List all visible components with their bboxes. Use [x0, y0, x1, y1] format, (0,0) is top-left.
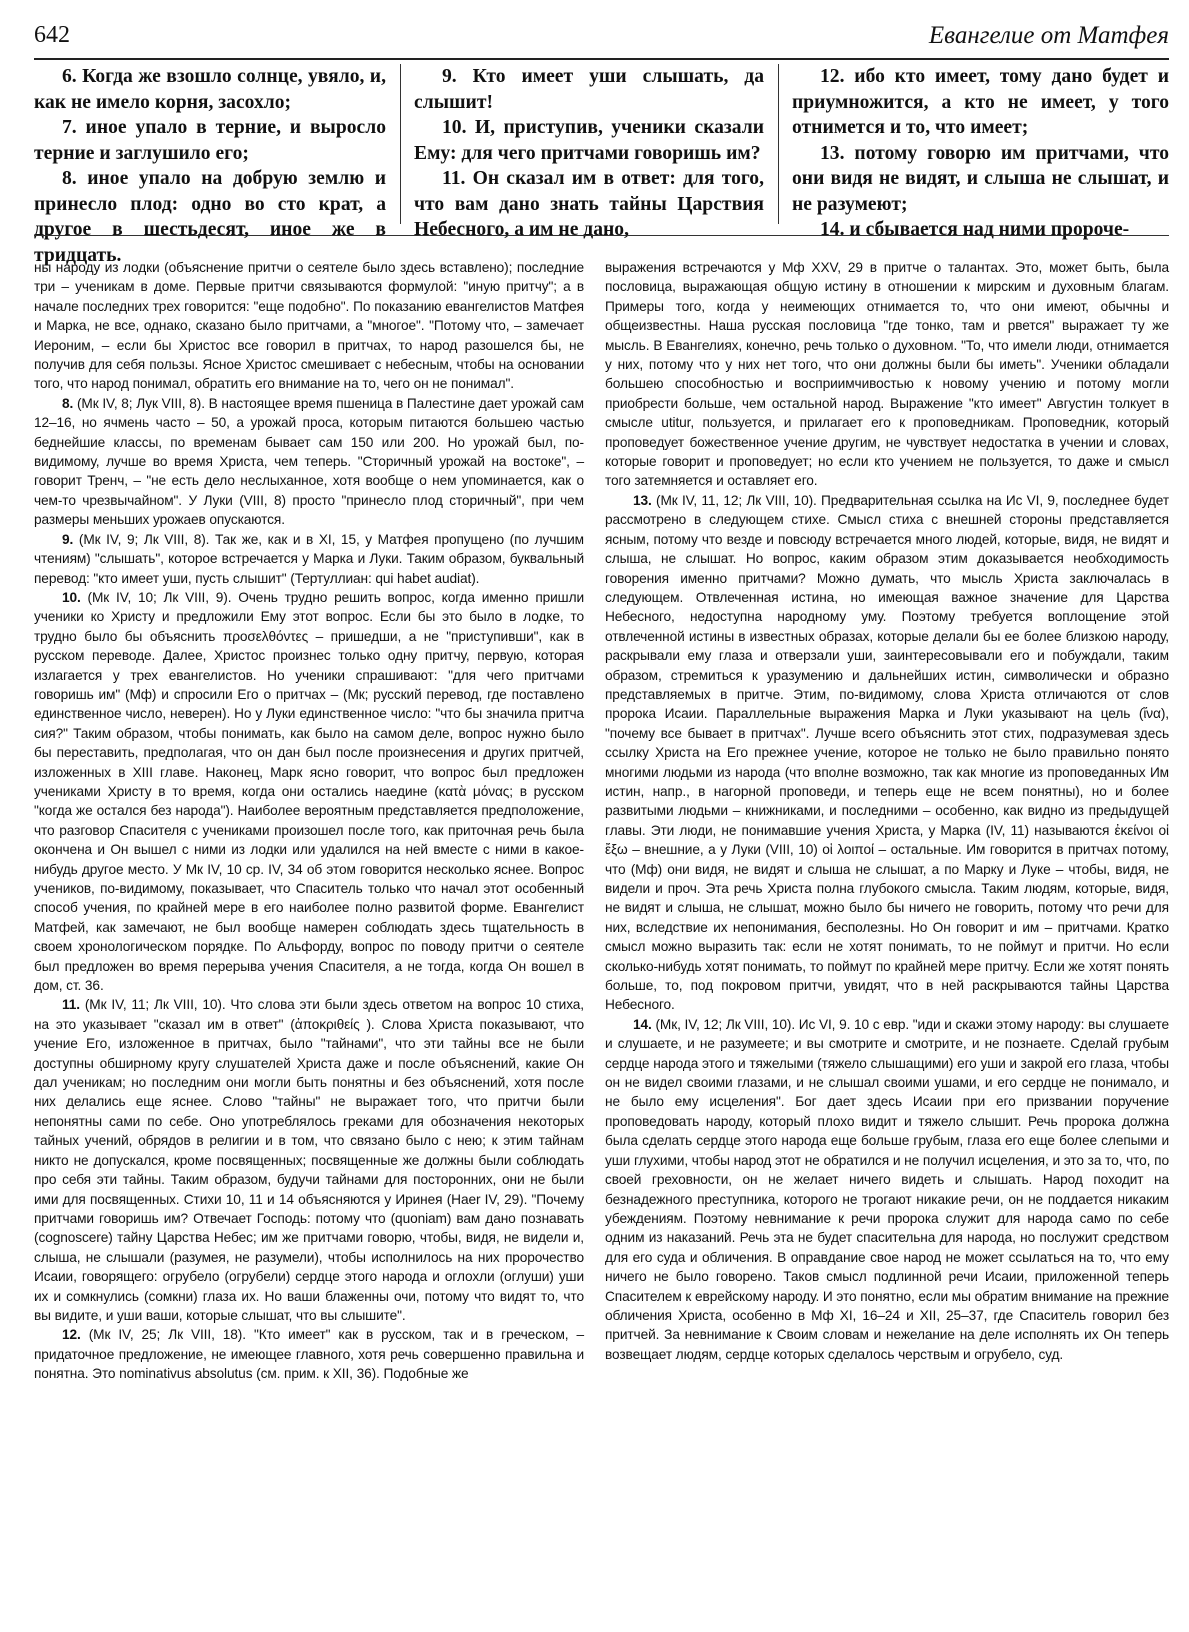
commentary-paragraph: 8. (Мк IV, 8; Лук VIII, 8). В настоящее время пшеница в Палестине дает урожай сам 12–16, но ячмень часто – 50, а урожай проса, которым питаются большею частью беднейшие классы, по временам бывает сам 150 или 200. Но урожай был, по-видимому, лучше во время Христа, чем теперь. "Сторичный урожай на востоке", – говорит Тренч, – "не есть дело неслыханное, хотя вообще о нем упоминается, как о чем-то чрезвычайном". У Луки (VIII, 8) просто "принесло плод сторичный", при чем размеры меньших урожаев опускаются. [34, 395, 584, 528]
commentary-paragraph: 13. (Мк IV, 11, 12; Лк VIII, 10). Предварительная ссылка на Ис VI, 9, последнее будет рассмотрено в следующем стихе. Смысл стиха с внешней стороны представляется ясным, потому что везде и повсюду встречается много людей, которые, видя, не видят и слыша, не слышат. Но вопрос, каким образом этим доказывается необходимость говорения именно притчами? Можно думать, что мысль Христа заключалась в следующем. Отвлеченная истина, но имеющая важное значение для Царства Небесного, недоступна народному уму. Поэтому требуется воплощение этой отвлеченной истины в известных образах, которые делали бы ее более близкою народу, раскрывали ему глаза и отверзали уши, заинтересовывали его и побуждали, таким образом, стремиться к уразумению и дальнейших истин, символически и образно представляемых в притче. Этим, по-видимому, слова Христа отличаются от слов пророка Исаии. Параллельные выражения Марка и Луки указывают на цель (ἵνα), "почему все бывает в притчах". Лучше всего объяснить этот стих, подразумевая здесь ссылку Христа на Его прежнее учение, которое не только не было правильно понято многими людьми из народа (что вполне возможно, так как многие из проповеданных Им истин, напр., в нагорной проповеди, и теперь еще не всем понятны), но и более развитыми людьми – книжниками, и последними – особенно, как видно из предыдущей главы. Эти люди, не понимавшие учения Христа, у Марка (IV, 11) называются ἐκείνοι οἱ ἔξω – внешние, а у Луки (VIII, 10) οἱ λοιποί – остальные. Им говорится в притчах потому, что (Мф) они видя, не видят и слыша не слышат, а по Марку и Луке – чтобы, видя, не видели и проч. Эта речь Христа полна глубокого смысла. Таким людям, которые, видя, не видят и слыша, не слышат, можно было бы ничего не говорить, потому что речи для них, вследствие их непонимания, бесполезны. Но Он говорит и им – притчами. Кратко смысл можно выразить так: если не хотят понимать, то не поймут и притчи. Но если сколько-нибудь хотят понимать, то поймут по крайней мере притчу. Если же хотят понять больше, то, под покровом притчи, увидят, что в ней раскрываются тайны Царства Небесного. [605, 492, 1169, 1013]
scripture-verses [34, 64, 1169, 266]
commentary-paragraph: 14. (Мк, IV, 12; Лк VIII, 10). Ис VI, 9. 10 с евр. "иди и скажи этому народу: вы слушаете и слушаете, и не разумеете; и вы смотрите и смотрите, и не познаете. Сделай грубым сердце народа этого и тяжелыми (тяжело слышащими) его уши и закрой его глаза, чтобы он не видел своими глазами, и не слышал своими ушами, и его сердце не понимало, и не было ему исцеления". Бог дает здесь Исаии при его призвании поручение проповедовать народу, который плохо видит и тяжело слышит. Речь пророка должна была сделать сердце этого народа еще больше грубым, глаза его еще более слепыми и уши глухими, чтобы народ этот не обратился и не получил исцеления, и это за то, что, по своей греховности, он не желает ничего видеть и слышать. Народ походит на безнадежного преступника, которого не трогают никакие речи, он не поддается никаким убеждениям. Поэтому невнимание к речи пророка служит для народа само по себе одним из наказаний. Речь эта не будет спасительна для народа, но послужит средством для его суда и обличения. В оправдание свое народ не может ссылаться на то, что ему ничего не было говорено. Таков смысл подлинной речи Исаии, приложенной теперь Спасителем к еврейскому народу. И это понятно, если мы обратим внимание на прежние обличения Христа, особенно в Мф XI, 16–24 и XII, 25–37, где Спаситель говорил без притчей. За невнимание к Своим словам и нежелание на деле исполнять их Он теперь возвещает людям, сердце которых сделалось черствым и огрубело, суд. [605, 1016, 1169, 1362]
commentary-paragraph: 12. (Мк IV, 25; Лк VIII, 18). "Кто имеет" как в русском, так и в греческом, – придаточное предложение, не имеющее главного, хотя речь совершенно правильна и понятна. Это nominativus absolutus (см. прим. к XII, 36). Подобные же [34, 1327, 584, 1382]
verse-column-2 [414, 64, 764, 240]
commentary-paragraph: 11. (Мк IV, 11; Лк VIII, 10). Что слова эти были здесь ответом на вопрос 10 стиха, на это указывает "сказал им в ответ" (ἀποκριθείς ). Слова Христа показывают, что учение Его, изложенное в притчах, было "тайнами", что эти тайны все не были доступны обширному кругу слушателей Христа даже и после объяснений, какие Он дал ученикам; но последним они могли быть понятны и без объяснений, хотя после них делались еще яснее. Слово "тайны" не выражает того, что притчи были непонятны сами по себе. Оно употреблялось греками для обозначения некоторых тайных учений, обрядов в религии и в том, что связано было с нею; к этим тайнам никто не допускался, кроме посвященных; посвященные же должны были соблюдать про себя эти тайны. Таким образом, будучи тайнами для посторонних, они не были ими для посвященных. Стихи 10, 11 и 14 объясняются у Иринея (Haer IV, 29). "Почему притчами говоришь им? Отвечает Господь: потому что (quoniam) вам дано познавать (cognoscere) тайну Царства Небес; им же притчами говорю, чтобы, видя, не видели и, слыша, не слышали (разумея, не разумели), чтобы исполнилось на них пророчество Исаии, говорящего: огрубело (огрубели) сердце этого народа и оглохли (оглуши) уши их и сомкнулись (сомкни) глаза их. Но ваши блаженны очи, потому что видят то, что вы видите, и уши ваши, которые слышат, что вы слышите". [34, 997, 584, 1323]
verse-6: 6. Когда же взошло солнце, увяло, и, как не имело корня, засохло; [34, 66, 386, 113]
section-divider [34, 235, 1169, 236]
column-separator [778, 64, 779, 224]
verse-column-1 [34, 64, 386, 266]
commentary-paragraph: ны народу из лодки (объяснение притчи о сеятеле было здесь вставлено); последние три – ученикам в доме. Первые притчи связываются формулой: "иную притчу"; а в начале последних трех говорится: "еще подобно". По показанию евангелистов Матфея и Марка, не все, однако, сказано было притчами, а "многое". "Потому что, – замечает Иероним, – если бы Христос все говорил в притчах, то народ разошелся бы, не получив для себя пользы. Ясное Христос смешивает с небесным, чтобы на основании того, что народ понимал, обратить его внимание на то, чего он не понимал". [34, 260, 584, 392]
verse-reference: 9. [62, 531, 74, 547]
verse-12: 12. ибо кто имеет, тому дано будет и приумножится, а кто не имеет, у того отнимется и то, что имеет; [792, 66, 1169, 138]
verse-10: 10. И, приступив, ученики сказали Ему: для чего притчами говоришь им? [414, 117, 764, 164]
verse-8: 8. иное упало на добрую землю и принесло плод: одно во сто крат, а другое в шестьдесят, иное же в тридцать. [34, 168, 386, 266]
commentary-paragraph: выражения встречаются у Мф XXV, 29 в притче о талантах. Это, может быть, была пословица, выражающая общую истину в отношении к мирским и духовным благам. Примеры того, когда у неимеющих отнимается то, что они имеют, обычны и общеизвестны. Наша русская пословица "где тонко, там и рвется" выражает ту же мысль. В Евангелиях, конечно, речь только о духовном. "То, что имели люди, отнимается у них, потому что у них нет того, что они должны были бы иметь". Ученики обладали большею способностью и восприимчивостью к новому учению и потому могли приобрести больше, чем остальной народ. Выражение "кто имеет" Августин толкует в смысле utitur, пользуется, и прилагает его к проповедникам. Проповедник, который проповедует божественное учение другим, не чувствует недостатка в учении и словах, которые говорит и проповедует; но если кто учением не пользуется, то даже и смысл того затемняется и оставляет его. [605, 260, 1169, 489]
page-header [34, 14, 1169, 60]
verse-11: 11. Он сказал им в ответ: для того, что вам дано знать тайны Царствия Небесного, а им не дано, [414, 168, 764, 240]
verse-reference: 13. [633, 492, 652, 508]
verse-reference: 12. [62, 1327, 81, 1343]
page-number: 642 [34, 22, 70, 48]
verse-7: 7. иное упало в терние, и выросло терние и заглушило его; [34, 117, 386, 164]
verse-9: 9. Кто имеет уши слышать, да слышит! [414, 66, 764, 113]
verse-reference: 8. [62, 395, 74, 411]
commentary-right-column [605, 258, 1169, 1364]
column-separator [400, 64, 401, 224]
commentary-paragraph: 10. (Мк IV, 10; Лк VIII, 9). Очень трудно решить вопрос, когда именно пришли ученики ко Христу и предложили Ему этот вопрос. Если бы это было в лодке, то трудно было бы объяснить προσελθόντες – пришедши, а не "приступивши", как в русском переводе. Далее, Христос произнес только одну притчу, первую, которая излагается у трех евангелистов. Но ученики спрашивают: "для чего притчами говоришь им" (Мф) и спросили Его о притчах – (Мк; русский перевод, где поставлено единственное число, неверен). Но у Луки единственное число: "что бы значила притча сия?" Таким образом, чтобы понимать, как было на самом деле, вопрос нужно было бы переставить, предполагая, что он дан был после произнесения и других притчей, изложенных в XIII главе. Наконец, Марк ясно говорит, что вопрос был предложен учениками Христу в то время, когда они остались наедине (κατὰ μόνας; в русском "когда же остался без народа"). Наиболее вероятным представляется предположение, что разговор Спасителя с учениками произошел после того, как приточная речь была окончена и Он вышел с ними из лодки или удалился на ней вместе с ними в какое-нибудь другое место. У Мк IV, 10 ср. IV, 34 об этом говорится несколько яснее. Вопрос учеников, по-видимому, показывает, что Спаситель только что начал этот особенный способ учения, по крайней мере в его наиболее полно развитой форме. Евангелист Матфей, как замечают, не был вообще намерен соблюдать здесь тщательность в своем хронологическом порядке. По Альфорду, вопрос по поводу притчи о сеятеле был предложен во время перерыва учения Спасителя, а не тогда, когда Он вошел в дом, ст. 36. [34, 589, 584, 994]
running-title: Евангелие от Матфея [928, 22, 1169, 49]
verse-14: 14. и сбывается над ними пророче- [820, 219, 1130, 240]
verse-13: 13. потому говорю им притчами, что они видя не видят, и слыша не слышат, и не разумеют; [792, 142, 1169, 215]
verse-column-3 [792, 64, 1169, 240]
verse-reference: 14. [633, 1016, 652, 1032]
verse-reference: 10. [62, 589, 81, 605]
commentary-left-column [34, 258, 584, 1384]
verse-reference: 11. [62, 997, 80, 1013]
commentary-paragraph: 9. (Мк IV, 9; Лк VIII, 8). Так же, как и в XI, 15, у Матфея пропущено (по лучшим чтениям) "слышать", которое встречается у Марка и Луки. Таким образом, буквальный перевод: "кто имеет уши, пусть слышит" (Тертуллиан: qui habet audiat). [34, 531, 584, 586]
